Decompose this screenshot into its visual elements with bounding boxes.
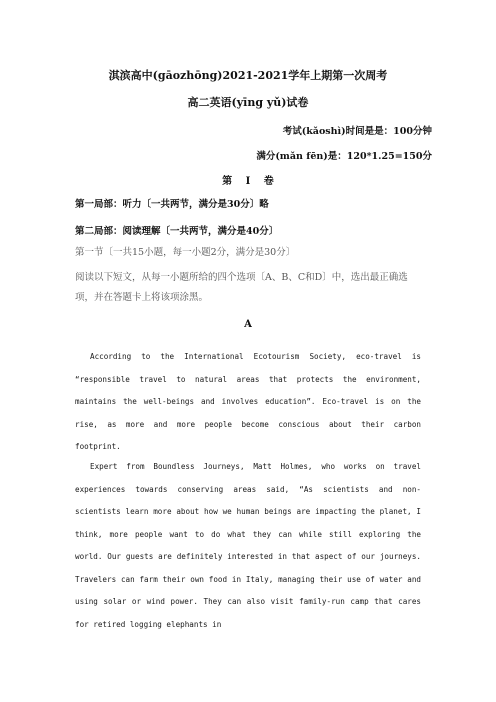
instructions: 阅读以下短文，从每一小题所给的四个选项〔A、B、C和D〕中，选出最正确选项，并在答题卡上将该项涂黑。: [75, 272, 408, 303]
part1-heading: 第一局部：听力〔一共两节，满分是30分〕略: [75, 199, 269, 210]
exam-title: 淇滨高中(gāozhōng)2021-2021学年上期第一次周考: [108, 69, 388, 82]
section1-heading: 第一节〔一共15小题，每一小题2分，满分是30分〕: [75, 247, 296, 258]
full-score: 满分(mǎn fēn)是：120*1.25=150分: [256, 151, 432, 162]
passage-letter: A: [244, 319, 252, 330]
exam-time: 考试(kǎoshì)时间是是：100分钟: [282, 126, 432, 137]
passage-paragraph: According to the International Ecotourism Society, eco-travel is “responsible travel to natural areas that protects the environment, maintains the well-beings and involves education”. Eco-travel is on the rise, as more and more people become conscious about their carbon footprint.: [75, 352, 421, 451]
volume-label: 第 I 卷: [222, 176, 274, 187]
part2-heading: 第二局部：阅读理解〔一共两节，满分是40分〕: [75, 226, 279, 237]
exam-subtitle: 高二英语(yīng yǔ)试卷: [187, 96, 309, 109]
passage-paragraph: Expert from Boundless Journeys, Matt Holmes, who works on travel experiences towards conserving areas said, “As scientists and non-scientists learn more about how we human beings are impacting the planet, I think, more people want to do what they can while still exploring the world. Our guests are definitely interested in that aspect of our journeys. Travelers can farm their own food in Italy, managing their use of water and using solar or wind power. They can also visit family-run camp that cares for retired logging elephants in: [75, 462, 421, 629]
